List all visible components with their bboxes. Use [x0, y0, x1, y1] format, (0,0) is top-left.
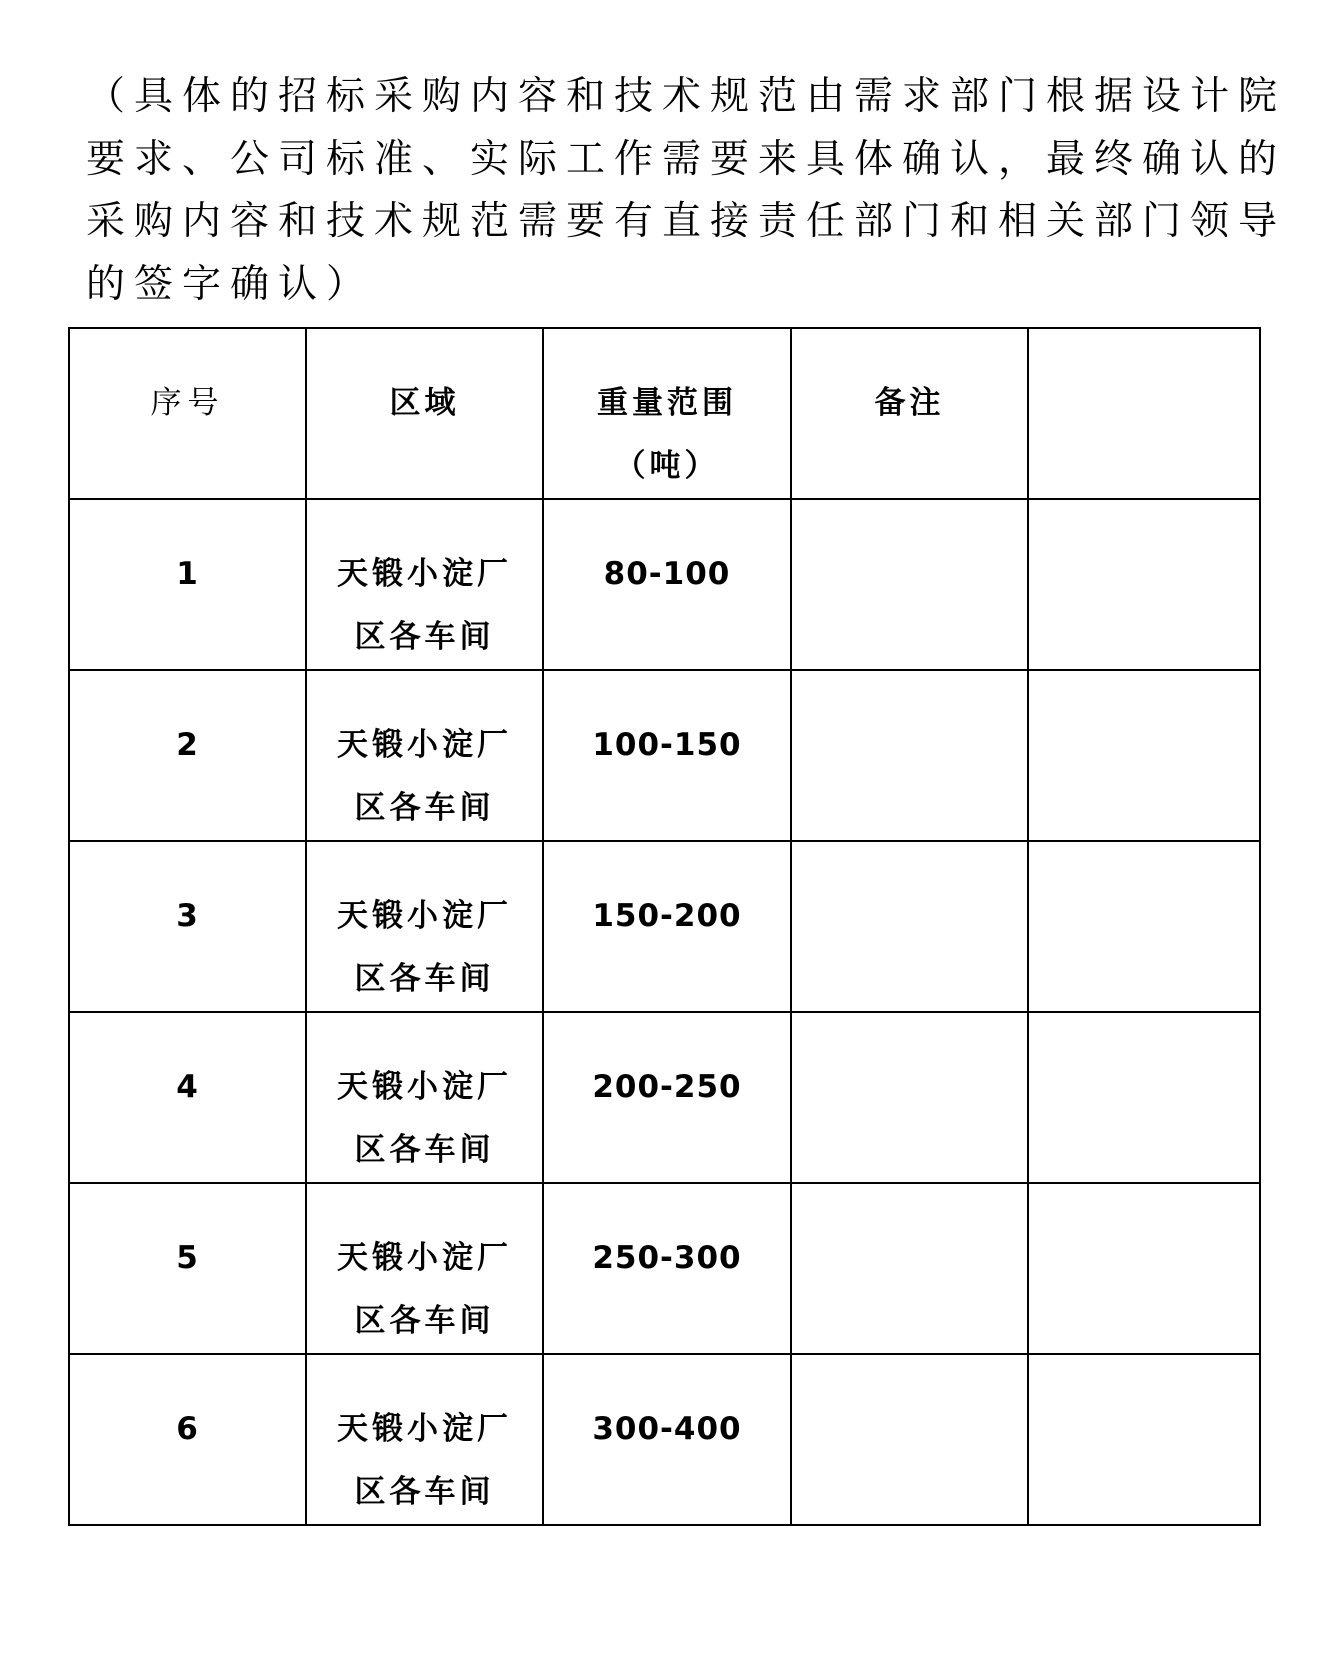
cell-area	[306, 1354, 543, 1525]
cell-weight	[543, 841, 791, 1012]
header-seq	[69, 328, 306, 499]
cell-remark	[791, 1354, 1028, 1525]
area-value-line2: 区各车间	[354, 1303, 495, 1339]
seq-value: 5	[176, 1240, 199, 1276]
weight-value: 300-400	[592, 1411, 742, 1447]
cell-extra	[1028, 499, 1260, 670]
cell-extra	[1028, 1354, 1260, 1525]
cell-extra	[1028, 841, 1260, 1012]
area-value-line2: 区各车间	[354, 1132, 495, 1168]
cell-remark	[791, 1183, 1028, 1354]
seq-value: 1	[176, 556, 199, 592]
intro-line: 采购内容和技术规范需要有直接责任部门和相关部门领导	[86, 199, 1287, 244]
header-seq-label: 序号	[150, 385, 225, 421]
area-value-line1: 天锻小淀厂	[337, 1240, 512, 1276]
area-value-line1: 天锻小淀厂	[337, 556, 512, 592]
cell-remark	[791, 499, 1028, 670]
table-row	[69, 841, 1260, 1012]
cell-seq	[69, 1012, 306, 1183]
intro-line: 要求、公司标准、实际工作需要来具体确认，最终确认的	[86, 136, 1287, 182]
table-header-row	[69, 328, 1260, 499]
cell-area	[306, 670, 543, 841]
weight-value: 150-200	[592, 898, 742, 934]
intro-line: 的签字确认）	[86, 261, 375, 307]
table-row	[69, 499, 1260, 670]
cell-area	[306, 1012, 543, 1183]
area-value-line2: 区各车间	[354, 790, 495, 826]
table-row	[69, 670, 1260, 841]
cell-area	[306, 841, 543, 1012]
seq-value: 4	[176, 1069, 199, 1105]
area-value-line1: 天锻小淀厂	[337, 727, 512, 763]
header-remark-label: 备注	[874, 385, 945, 421]
area-value-line1: 天锻小淀厂	[337, 1069, 512, 1105]
cell-remark	[791, 841, 1028, 1012]
header-extra	[1028, 328, 1260, 499]
cell-area	[306, 499, 543, 670]
header-weight	[543, 328, 791, 499]
header-area-label: 区域	[389, 385, 460, 421]
cell-seq	[69, 1183, 306, 1354]
cell-area	[306, 1183, 543, 1354]
area-value-line1: 天锻小淀厂	[337, 898, 512, 934]
seq-value: 2	[176, 727, 199, 763]
cell-weight	[543, 499, 791, 670]
cell-extra	[1028, 1012, 1260, 1183]
cell-remark	[791, 670, 1028, 841]
weight-value: 250-300	[592, 1240, 742, 1276]
area-value-line1: 天锻小淀厂	[337, 1411, 512, 1447]
cell-seq	[69, 499, 306, 670]
seq-value: 3	[176, 898, 199, 934]
table-row	[69, 1012, 1260, 1183]
area-value-line2: 区各车间	[354, 961, 495, 997]
cell-weight	[543, 1012, 791, 1183]
header-area	[306, 328, 543, 499]
area-value-line2: 区各车间	[354, 619, 495, 655]
cell-weight	[543, 1183, 791, 1354]
weight-range-table	[68, 327, 1261, 1526]
intro-paragraph	[86, 66, 1287, 316]
cell-seq	[69, 670, 306, 841]
cell-remark	[791, 1012, 1028, 1183]
cell-seq	[69, 841, 306, 1012]
header-remark	[791, 328, 1028, 499]
area-value-line2: 区各车间	[354, 1474, 495, 1510]
cell-extra	[1028, 1183, 1260, 1354]
header-weight-label: 重量范围	[597, 385, 737, 421]
cell-extra	[1028, 670, 1260, 841]
intro-line: （具体的招标采购内容和技术规范由需求部门根据设计院	[86, 74, 1287, 119]
table-row	[69, 1183, 1260, 1354]
table-row	[69, 1354, 1260, 1525]
cell-seq	[69, 1354, 306, 1525]
weight-value: 200-250	[592, 1069, 742, 1105]
weight-value: 80-100	[603, 556, 731, 592]
header-weight-unit: （吨）	[614, 448, 720, 484]
seq-value: 6	[176, 1411, 199, 1447]
cell-weight	[543, 1354, 791, 1525]
weight-value: 100-150	[592, 727, 742, 763]
cell-weight	[543, 670, 791, 841]
